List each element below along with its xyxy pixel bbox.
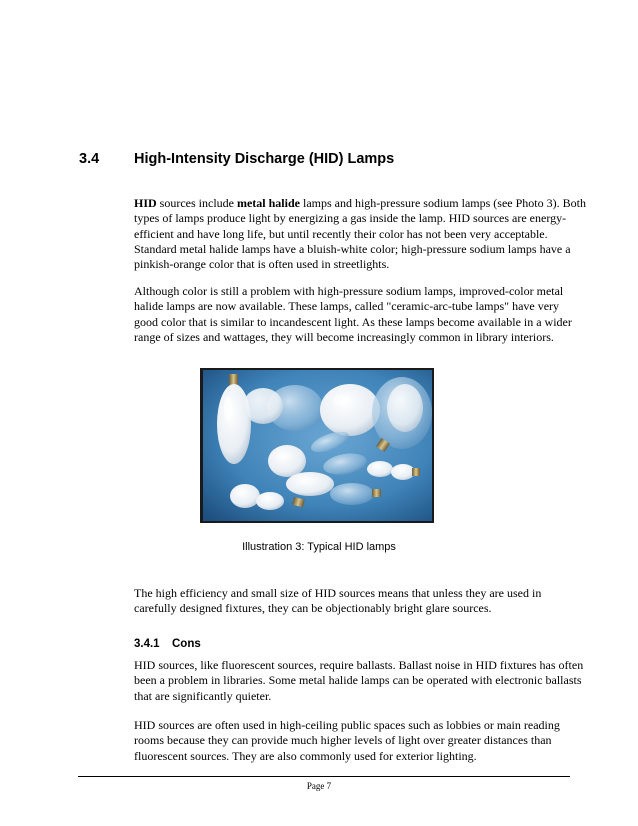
term-hid: HID <box>134 196 157 210</box>
paragraph-hid-sources <box>134 196 586 272</box>
subsection-title: Cons <box>172 638 201 650</box>
paragraph-high-ceiling: HID sources are often used in high-ceiling public spaces such as lobbies or main reading rooms because they can provide much higher levels of light over greater distances than fluorescent sources. They are also commonly used for exterior lighting. <box>134 718 560 763</box>
section-number: 3.4 <box>79 151 100 167</box>
paragraph-color: Although color is still a problem with high-pressure sodium lamps, improved-color metal halide lamps are now available. These lamps, called "ceramic-arc-tube lamps" have very good color that is similar to incandescent light. As these lamps become available in a wider range of sizes and wattages, they will become increasingly common in library interiors. <box>134 284 572 344</box>
footer-divider <box>78 776 570 777</box>
paragraph-glare: The high efficiency and small size of HID sources means that unless they are used in carefully designed fixtures, they can be objectionably bright glare sources. <box>134 586 542 616</box>
paragraph-text: lamps and high-pressure sodium lamps (see Photo 3). Both types of lamps produce light by energizing a gas inside the lamp. HID sources are energy-efficient and have long life, but until recently their color has not been very acceptable. Standard metal halide lamps have a bluish-white color; high-pressure sodium lamps have a pinkish-orange color that is often used in streetlights. <box>134 196 586 272</box>
term-metal-halide: metal halide <box>236 196 300 210</box>
illustration-caption: Illustration 3: Typical HID lamps <box>242 541 396 553</box>
section-title: High-Intensity Discharge (HID) Lamps <box>134 151 395 167</box>
hid-lamps-illustration <box>200 368 434 523</box>
page-number: Page 7 <box>306 781 332 791</box>
hid-lamps-photo <box>200 368 434 523</box>
paragraph-ballasts: HID sources, like fluorescent sources, require ballasts. Ballast noise in HID fixtures has often been a problem in libraries. Some metal halide lamps can be operated with electronic ballasts that are significantly quieter. <box>134 658 584 703</box>
subsection-number: 3.4.1 <box>134 638 160 650</box>
paragraph-text: sources include <box>156 196 237 210</box>
